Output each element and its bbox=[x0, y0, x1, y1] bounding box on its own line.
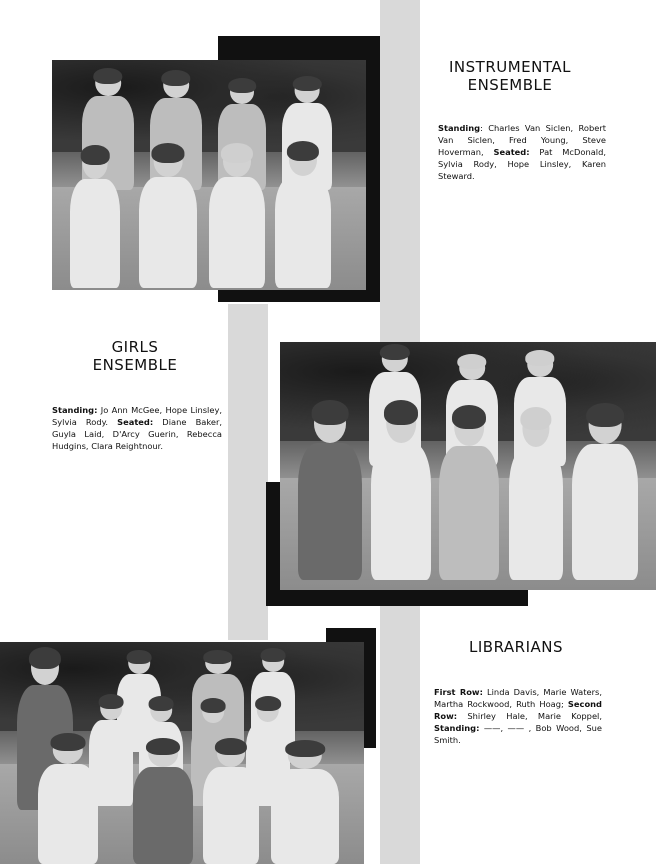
girls-ensemble-title: GIRLS ENSEMBLE bbox=[92, 338, 178, 374]
person bbox=[432, 408, 506, 580]
person bbox=[564, 406, 646, 580]
person bbox=[126, 740, 200, 864]
librarians-photo bbox=[0, 642, 364, 864]
person bbox=[262, 742, 348, 864]
librarians-caption: First Row: Linda Davis, Marie Waters, Martha Rockwood, Ruth Hoag; Second Row: Shirley Hale, Marie Koppel, Standing: ——, —— , Bob Wood, Sue Smith. bbox=[434, 687, 602, 745]
instrumental-ensemble-title: INSTRUMENTAL ENSEMBLE bbox=[449, 58, 571, 94]
instrumental-ensemble-caption: Standing: Charles Van Siclen, Robert Van Siclen, Fred Young, Steve Hoverman, Seated: Pat McDonald, Sylvia Rody, Hope Linsley, Karen Steward. bbox=[438, 123, 606, 181]
person bbox=[202, 146, 272, 288]
librarians-title: LIBRARIANS bbox=[469, 638, 563, 656]
person bbox=[64, 148, 126, 288]
person bbox=[268, 144, 338, 288]
person bbox=[364, 404, 438, 580]
girls-ensemble-caption: Standing: Jo Ann McGee, Hope Linsley, Sylvia Rody. Seated: Diane Baker, Guyla Laid, D'Arcy Guerin, Rebecca Hudgins, Clara Reightnour. bbox=[52, 405, 223, 451]
person bbox=[30, 736, 106, 864]
girls-ensemble-photo bbox=[280, 342, 656, 590]
person bbox=[502, 410, 570, 580]
person bbox=[196, 740, 266, 864]
person bbox=[290, 404, 370, 580]
instrumental-ensemble-photo bbox=[52, 60, 366, 290]
middle-vertical-band bbox=[228, 304, 268, 640]
person bbox=[132, 146, 204, 288]
